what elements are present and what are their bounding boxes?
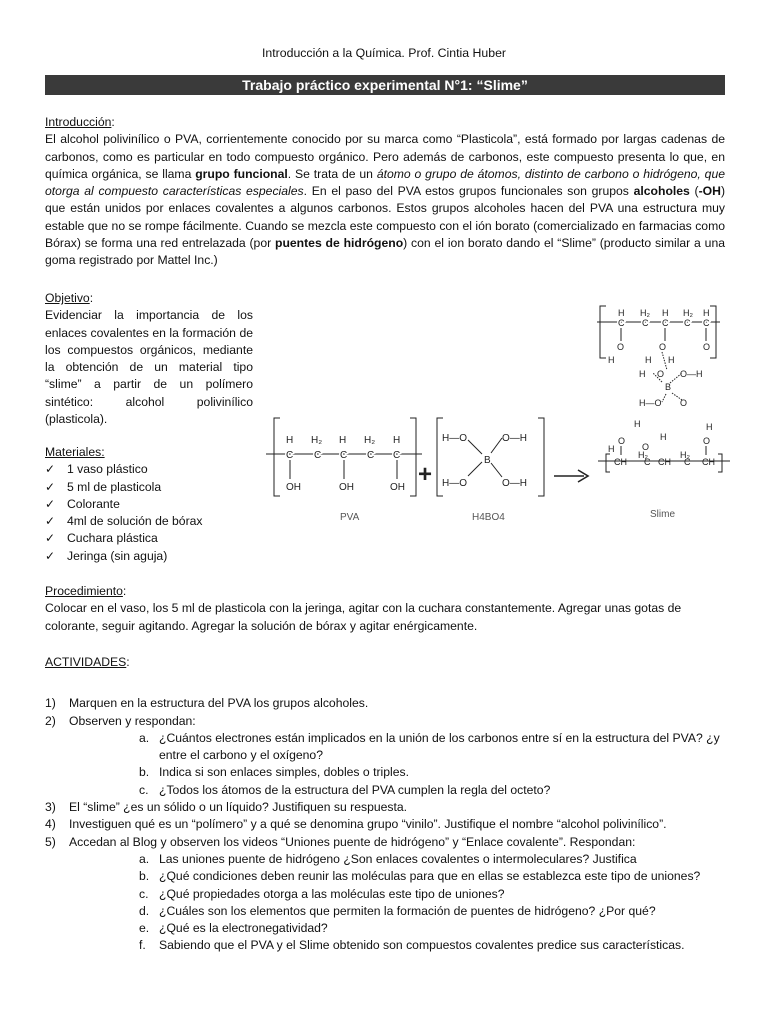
svg-text:H—O: H—O: [442, 433, 467, 444]
list-item: b. ¿Qué condiciones deben reunir las moléculas para que en ellas se establezca este tipo de uniones?: [139, 869, 701, 884]
svg-text:H₂: H₂: [311, 435, 323, 446]
list-item: ✓ Cuchara plástica: [45, 530, 275, 547]
svg-text:H: H: [618, 308, 625, 318]
svg-text:O—H: O—H: [502, 433, 527, 444]
svg-text:O: O: [617, 342, 625, 352]
list-item: ✓ Colorante: [45, 496, 275, 513]
svg-text:H₂: H₂: [683, 308, 693, 318]
list-item: f. Sabiendo que el PVA y el Slime obtenido son compuestos covalentes predice sus características.: [139, 938, 685, 953]
svg-text:H: H: [703, 308, 710, 318]
svg-text:H: H: [639, 369, 646, 379]
svg-text:H: H: [286, 435, 294, 446]
checkmark-icon: ✓: [45, 548, 56, 563]
svg-text:OH: OH: [286, 482, 301, 493]
svg-text:C: C: [393, 450, 401, 461]
list-item: d. ¿Cuáles son los elementos que permiten la formación de puentes de hidrógeno? ¿Por qué?: [139, 903, 656, 918]
list-item: b. Indica si son enlaces simples, dobles o triples.: [139, 765, 409, 780]
borate-structure: [437, 418, 544, 523]
checkmark-icon: ✓: [45, 462, 56, 477]
svg-text:H: H: [393, 435, 401, 446]
svg-text:CH: CH: [658, 457, 671, 467]
list-item: ✓ 1 vaso plástico: [45, 461, 275, 478]
svg-text:H: H: [668, 355, 675, 365]
page-header: Introducción a la Química. Prof. Cintia Huber: [262, 46, 506, 60]
svg-text:C: C: [644, 457, 651, 467]
svg-text:O: O: [657, 369, 665, 379]
svg-text:C: C: [662, 318, 669, 328]
svg-text:B: B: [665, 382, 672, 392]
actividades-list: [45, 695, 735, 954]
svg-text:H: H: [608, 444, 615, 454]
svg-text:CH: CH: [702, 457, 715, 467]
svg-text:O: O: [680, 398, 688, 408]
svg-text:O: O: [659, 342, 667, 352]
svg-text:O: O: [703, 342, 711, 352]
checkmark-icon: ✓: [45, 496, 56, 511]
list-item: 5) Accedan al Blog y observen los videos “Uniones puente de hidrógeno” y “Enlace covalente”. Respondan: a. Las uniones puente de hidrógeno ¿Son enlaces covalentes o intermoleculares? Justifica b. ¿Qué condiciones deben reunir las moléculas para que en ellas se establezca este tipo de uniones? c. ¿Qué propiedades otorga a las moléculas este tipo de uniones? d. ¿Cuáles son los elementos que permiten la formación de puentes de hidrógeno? ¿Por qué? e. ¿Qué es la electronegatividad? f. Sabiendo que el PVA y el Slime obtenido son compuestos covalentes predice sus características.: [45, 834, 735, 955]
actividades-heading: ACTIVIDADES: [45, 655, 127, 669]
list-item: c. ¿Qué propiedades otorga a las moléculas este tipo de uniones?: [139, 886, 505, 901]
svg-text:C: C: [367, 450, 375, 461]
procedimiento-text: Colocar en el vaso, los 5 ml de plasticola con la jeringa, agitar con la cuchara constantemente. Agregar unas gotas de colorante, seguir agitando. Agregar la solución de bórax y agitar enérgicamente.: [45, 601, 682, 633]
list-item: a. ¿Cuántos electrones están implicados en la unión de los carbonos entre sí en la estructura del PVA? ¿y entre el carbono y el oxígeno?: [139, 730, 720, 763]
svg-text:H—O: H—O: [639, 398, 662, 408]
objetivo-section: Objetivo: Evidenciar la importancia de los enlaces covalentes en la formación de los compuestos orgánicos, mediante la obtención de un material tipo “slime” a partir de un polímero sintético: alcohol polivinílico (plasticola).: [45, 290, 253, 428]
objetivo-text: Evidenciar la importancia de los enlaces covalentes en la formación de los compuestos orgánicos, mediante la obtención de un material tipo “slime” a partir de un polímero sintético: alcohol polivinílico (plasticola).: [45, 308, 253, 427]
slime-label: Slime: [650, 509, 676, 520]
list-item: 2) Observen y respondan: a. ¿Cuántos electrones están implicados en la unión de los carbonos entre sí en la estructura del PVA? ¿y entre el carbono y el oxígeno? b. Indica si son enlaces simples, dobles o triples. c. ¿Todos los átomos de la estructura del PVA cumplen la regla del octeto?: [45, 713, 735, 799]
svg-text:O—H: O—H: [502, 478, 527, 489]
list-item: a. Las uniones puente de hidrógeno ¿Son enlaces covalentes o intermoleculares? Justifica: [139, 851, 637, 866]
svg-text:H₂: H₂: [640, 308, 650, 318]
procedimiento-section: Procedimiento: Colocar en el vaso, los 5 ml de plasticola con la jeringa, agitar con la cuchara constantemente. Agregar unas gotas de colorante, seguir agitando. Agregar la solución de bórax y agitar enérgicamente.: [45, 583, 725, 635]
svg-text:O: O: [618, 436, 626, 446]
svg-text:O—H: O—H: [680, 369, 703, 379]
list-item: ✓ 5 ml de plasticola: [45, 479, 275, 496]
svg-text:H₂: H₂: [364, 435, 376, 446]
procedimiento-heading: Procedimiento: [45, 584, 123, 598]
materiales-heading: Materiales:: [45, 445, 105, 459]
objetivo-heading: Objetivo: [45, 291, 90, 305]
slime-structure: [597, 306, 730, 520]
svg-text:C: C: [642, 318, 649, 328]
list-item: c. ¿Todos los átomos de la estructura del PVA cumplen la regla del octeto?: [139, 782, 551, 797]
materiales-list: [45, 461, 275, 565]
actividades-section: ACTIVIDADES: 1) Marquen en la estructura del PVA los grupos alcoholes. 2) Observen y respondan: a. ¿Cuántos electrones están implicados en la unión de los carbonos entre sí en la estructura del PVA? ¿y entre el carbono y el oxígeno? b. Indica si son enlaces simples, dobles o triples. c. ¿Todos los átomos de la estructura del PVA cumplen la regla del octeto? 3) El “slime” ¿es un sólido o un líquido? Justifiquen su respuesta. 4) Investiguen qué es un “polímero” y a qué se denomina grupo “vinilo”. Justifique el nombre “alcohol polivinílico”. 5) Accedan al Blog y observen los videos “Uniones puente de hidrógeno” y “Enlace covalente”. Respondan: a. Las uniones puente de hidrógeno ¿Son enlaces covalentes o intermoleculares? Justifica b. ¿Qué condiciones deben reunir las moléculas para que en ellas se establezca este tipo de uniones? c. ¿Qué propiedades otorga a las moléculas este tipo de uniones? d. ¿Cuáles son los elementos que permiten la formación de puentes de hidrógeno? ¿Por qué? e. ¿Qué es la electronegatividad? f. Sabiendo que el PVA y el Slime obtenido son compuestos covalentes predice sus características.: [45, 654, 735, 955]
svg-text:H—O: H—O: [442, 478, 467, 489]
svg-text:C: C: [618, 318, 625, 328]
list-item: 3) El “slime” ¿es un sólido o un líquido? Justifiquen su respuesta.: [45, 800, 408, 815]
checkmark-icon: ✓: [45, 514, 56, 529]
plus-sign: +: [418, 461, 433, 488]
materiales-section: [45, 444, 275, 565]
svg-text:H: H: [645, 355, 652, 365]
list-item: ✓ 4ml de solución de bórax: [45, 513, 275, 530]
svg-text:CH: CH: [614, 457, 627, 467]
svg-text:H₂: H₂: [680, 450, 690, 460]
checkmark-icon: ✓: [45, 479, 56, 494]
list-item: 1) Marquen en la estructura del PVA los grupos alcoholes.: [45, 696, 369, 711]
intro-paragraph: El alcohol polivinílico o PVA, corrientemente conocido por su marca como “Plasticola”, está formado por largas cadenas de carbonos, como es particular en todo compuesto orgánico. Pero además de carbonos, este compuesto presenta lo que, en química orgánica, se llama grupo funcional. Se trata de un átomo o grupo de átomos, distinto de carbono o hidrógeno, que otorga al compuesto características especiales. En el paso del PVA estos grupos funcionales son grupos alcoholes (-OH) que están unidos por enlaces covalentes a algunos carbonos. Estos grupos alcoholes hacen del PVA una estructura muy estable que no se rompe fácilmente. Cuando se mezcla este compuesto con el ión borato (comercializado en farmacias como Bórax) se forma una red entrelazada (por puentes de hidrógeno) con el ion borato dando el “Slime” (producto similar a una goma registrado por Mattel Inc.): [45, 132, 725, 268]
page-title: Trabajo práctico experimental N°1: “Slime”: [45, 75, 725, 95]
svg-text:O: O: [642, 442, 650, 452]
svg-text:OH: OH: [390, 482, 405, 493]
svg-text:C: C: [314, 450, 322, 461]
svg-text:C: C: [286, 450, 294, 461]
svg-text:H: H: [634, 419, 641, 429]
svg-text:H: H: [608, 355, 615, 365]
reaction-arrow: [554, 470, 588, 482]
list-item: e. ¿Qué es la electronegatividad?: [139, 921, 328, 936]
list-item: ✓ Jeringa (sin aguja): [45, 548, 275, 565]
svg-text:H: H: [706, 422, 713, 432]
svg-text:H₂: H₂: [638, 450, 648, 460]
svg-text:C: C: [684, 318, 691, 328]
svg-text:H: H: [662, 308, 669, 318]
pva-structure: [266, 418, 422, 523]
svg-text:C: C: [703, 318, 710, 328]
borate-label: H4BO4: [472, 512, 505, 523]
intro-heading: Introducción: [45, 115, 112, 129]
list-item: 4) Investiguen qué es un “polímero” y a qué se denomina grupo “vinilo”. Justifique el nombre “alcohol polivinílico”.: [45, 817, 667, 832]
svg-text:C: C: [340, 450, 348, 461]
svg-text:H: H: [339, 435, 347, 446]
intro-section: Introducción: El alcohol polivinílico o PVA, corrientemente conocido por su marca como “Plasticola”, está formado por largas cadenas de carbonos, como es particular en todo compuesto orgánico. Pero además de carbonos, este compuesto presenta lo que, en química orgánica, se llama grupo funcional. Se trata de un átomo o grupo de átomos, distinto de carbono o hidrógeno, que otorga al compuesto características especiales. En el paso del PVA estos grupos funcionales son grupos alcoholes (-OH) que están unidos por enlaces covalentes a algunos carbonos. Estos grupos alcoholes hacen del PVA una estructura muy estable que no se rompe fácilmente. Cuando se mezcla este compuesto con el ión borato (comercializado en farmacias como Bórax) se forma una red entrelazada (por puentes de hidrógeno) con el ion borato dando el “Slime” (producto similar a una goma registrado por Mattel Inc.): [45, 114, 725, 270]
svg-text:H: H: [660, 432, 667, 442]
pva-label: PVA: [340, 512, 360, 523]
svg-text:OH: OH: [339, 482, 354, 493]
svg-text:O: O: [703, 436, 711, 446]
svg-text:B: B: [484, 455, 491, 466]
reaction-diagram: [262, 300, 732, 530]
svg-text:C: C: [684, 457, 691, 467]
checkmark-icon: ✓: [45, 531, 56, 546]
